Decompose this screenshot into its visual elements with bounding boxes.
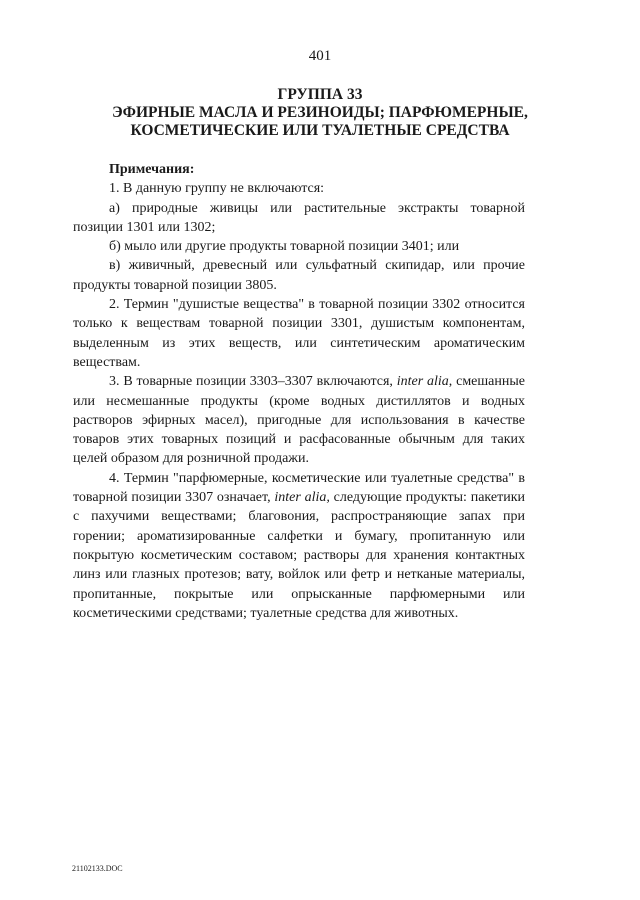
note-4 bbox=[73, 469, 525, 623]
note-2: 2. Термин "душистые вещества" в товарной позиции 3302 относится только к веществам товарной позиции 3301, душистым компонентам, выделенным из этих веществ, или синтетическим ароматическим веществам. bbox=[73, 297, 525, 370]
page-number: 401 bbox=[308, 48, 332, 64]
group-subtitle-line-2: КОСМЕТИЧЕСКИЕ ИЛИ ТУАЛЕТНЫЕ СРЕДСТВА bbox=[130, 122, 510, 139]
note-4-text-end: следующие продукты: пакетики с пахучими веществами; благовония, распространяющие запах при горении; ароматизированные салфетки и бумагу, пропитанную или покрытую косметическим составом; растворы для хранения контактных линз или глазных протезов; вату, войлок или фетр и нетканые материалы, пропитанные, покрытые или опрысканные парфюмерными или косметическими средствами; туалетные средства для животных. bbox=[73, 490, 525, 621]
note-3-text-end: , смешанные или несмешанные продукты (кроме водных дистиллятов и водных растворов эфирных масел), пригодные для использования в качестве товаров этих товарных позиций и расфасованные обычным для таких целей образом для розничной продажи. bbox=[73, 374, 525, 467]
note-3 bbox=[73, 372, 525, 468]
note-3-latin-term: inter alia bbox=[396, 374, 449, 390]
notes-title: Примечания: bbox=[109, 162, 195, 177]
note-1-item-a: а) природные живицы или растительные экстракты товарной позиции 1301 или 1302; bbox=[73, 200, 525, 235]
group-subtitle-line-1: ЭФИРНЫЕ МАСЛА И РЕЗИНОИДЫ; ПАРФЮМЕРНЫЕ, bbox=[112, 104, 528, 121]
group-heading bbox=[70, 86, 570, 140]
note-4-latin-term: inter alia, bbox=[274, 490, 330, 506]
note-3-text-start: 3. В товарные позиции 3303–3307 включаются, bbox=[109, 374, 397, 390]
notes-section bbox=[73, 160, 525, 623]
group-title: ГРУППА 33 bbox=[277, 86, 363, 103]
document-filename: 21102133.DOC bbox=[72, 864, 123, 873]
note-1: 1. В данную группу не включаются: bbox=[109, 181, 325, 197]
note-1-item-b: б) мыло или другие продукты товарной позиции 3401; или bbox=[109, 239, 460, 255]
note-1-item-c: в) живичный, древесный или сульфатный скипидар, или прочие продукты товарной позиции 3805. bbox=[73, 258, 525, 293]
note-4-text-start: 4. Термин "парфюмерные, косметические или туалетные средства" в товарной позиции 3307 означает, bbox=[73, 470, 525, 506]
